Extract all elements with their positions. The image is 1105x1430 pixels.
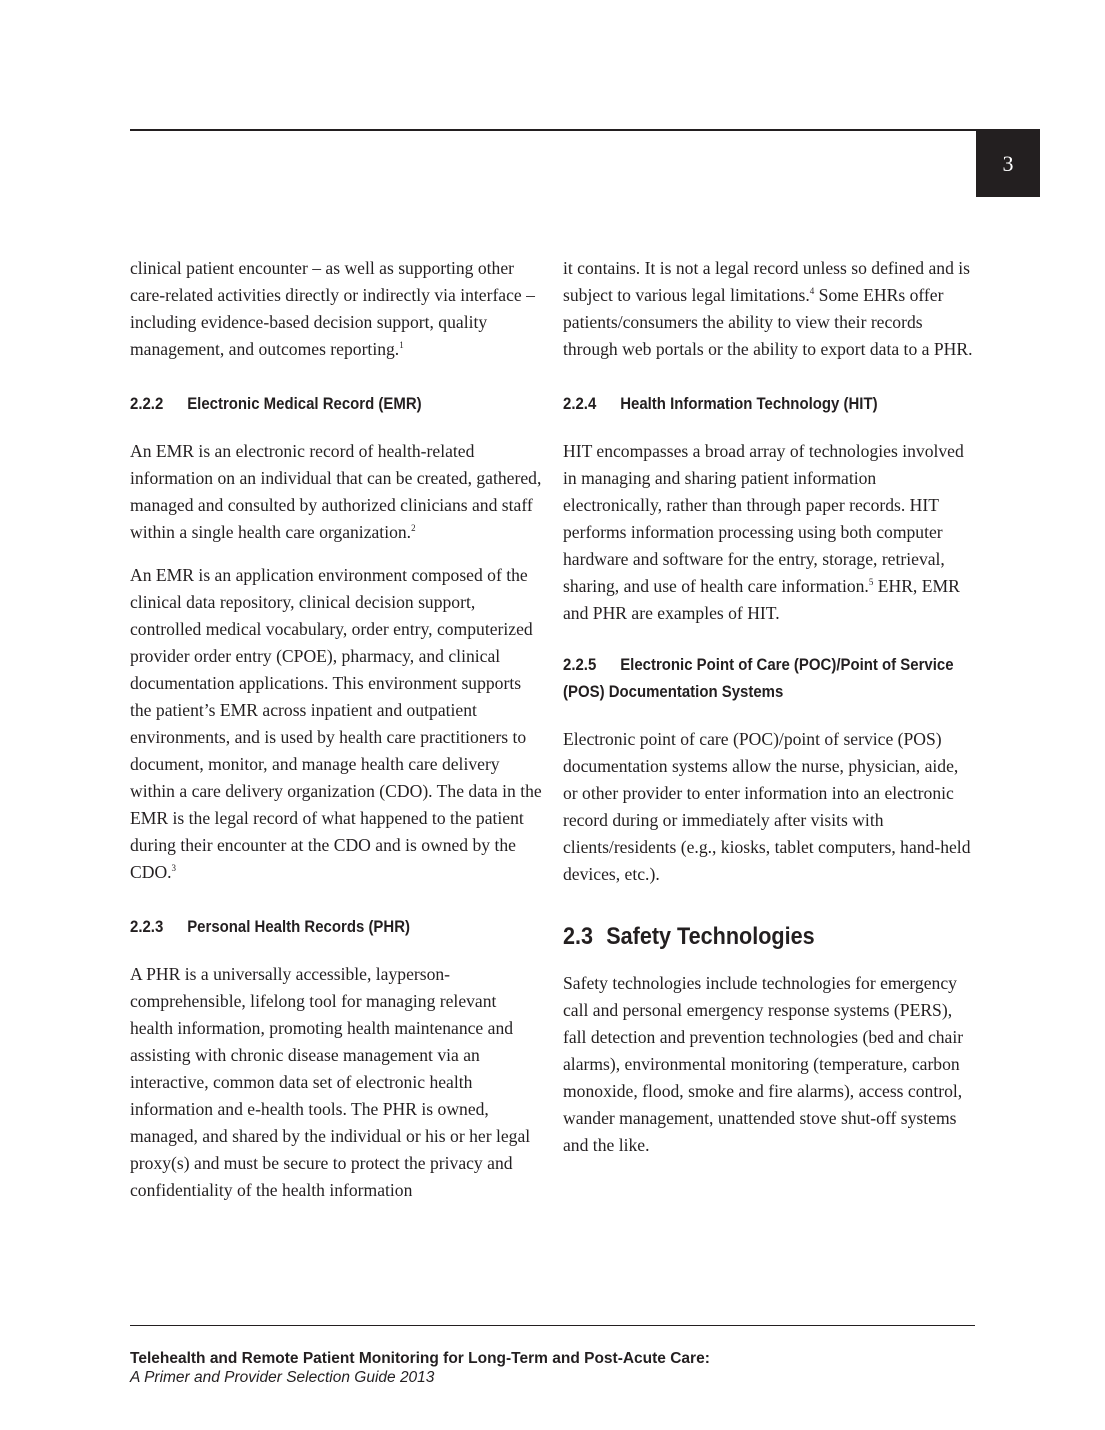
hit-text-before: HIT encompasses a broad array of technologies involved in managing and sharing patient information electronically, rather than through paper records. HIT performs information processing using both computer hardware and software for the entry, storage, retrieval, sharing, and use of health care information. [563,441,964,596]
footer-rule [130,1325,975,1326]
section-heading-2-3 [563,922,934,952]
intro-paragraph-text: clinical patient encounter – as well as supporting other care-related activities directly or indirectly via interface – including evidence-based decision support, quality management, and outcomes reporting. [130,258,535,359]
safety-paragraph-1: Safety technologies include technologies for emergency call and personal emergency response systems (PERS), fall detection and prevention technologies (bed and chair alarms), environmental monitoring (temperature, carbon monoxide, flood, smoke and fire alarms), access control, wander management, unattended stove shut-off systems and the like. [563,973,964,1155]
section-title: Safety Technologies [606,923,815,950]
footer-subtitle: A Primer and Provider Selection Guide 2013 [130,1369,435,1386]
footer [130,1349,710,1387]
poc-paragraph-1: Electronic point of care (POC)/point of service (POS) documentation systems allow the nurse, physician, aide, or other provider to enter information into an electronic record during or immediately after visits with clients/residents (e.g., kiosks, tablet computers, hand-held devices, etc.). [563,729,971,884]
section-heading-2-2-2 [130,390,544,417]
section-number: 2.2.5 [563,655,597,674]
section-heading-2-2-5 [563,651,977,705]
section-title: Health Information Technology (HIT) [620,394,878,413]
emr-paragraph-2 [130,562,542,886]
footer-title: Telehealth and Remote Patient Monitoring for Long-Term and Post-Acute Care: [130,1350,710,1367]
section-title: Electronic Point of Care (POC)/Point of Service (POS) Documentation Systems [563,655,954,701]
footnote-ref: 4 [809,286,815,296]
phr-paragraph-1: A PHR is a universally accessible, layperson-comprehensible, lifelong tool for managing relevant health information, promoting health maintenance and assisting with chronic disease management via an interactive, common data set of electronic health information and e-health tools. The PHR is owned, managed, and shared by the individual or his or her legal proxy(s) and must be secure to protect the privacy and confidentiality of the health information [130,964,531,1200]
section-heading-2-2-3 [130,913,544,940]
section-heading-2-2-4 [563,390,977,417]
continuation-text-after: Some EHRs offer patients/consumers the ability to view their records through web portals or the ability to export data to a PHR. [563,285,973,359]
section-title: Personal Health Records (PHR) [187,917,411,936]
continuation-text-before: it contains. It is not a legal record unless so defined and is subject to various legal limitations. [563,258,971,305]
hit-text-after: EHR, EMR and PHR are examples of HIT. [563,576,960,623]
right-column [563,255,975,1175]
page-number: 3 [1002,150,1014,176]
footnote-ref: 5 [868,577,874,587]
section-number: 2.3 [563,923,594,950]
continuation-paragraph [563,255,975,363]
header-rule [130,129,1040,131]
section-number: 2.2.4 [563,394,597,413]
footnote-ref: 2 [411,523,416,533]
footnote-ref: 1 [399,340,404,350]
left-column [130,255,542,1220]
emr-paragraph-1 [130,438,542,546]
section-number: 2.2.3 [130,917,164,936]
emr-paragraph-2-text: An EMR is an application environment composed of the clinical data repository, clinical decision support, controlled medical vocabulary, order entry, computerized provider order entry (CPOE), pharmacy, and clinical documentation applications. This environment supports the patient’s EMR across inpatient and outpatient environments, and is used by health care practitioners to document, monitor, and manage health care delivery within a care delivery organization (CDO). The data in the EMR is the legal record of what happened to the patient during their encounter at the CDO and is owned by the CDO. [130,565,542,882]
footnote-ref: 3 [171,863,177,873]
page-number-box [976,130,1040,197]
emr-paragraph-1-text: An EMR is an electronic record of health-related information on an individual that can be created, gathered, managed and consulted by authorized clinicians and staff within a single health care organization. [130,441,542,542]
section-title: Electronic Medical Record (EMR) [187,394,422,413]
intro-paragraph [130,255,542,363]
hit-paragraph-1 [563,438,975,627]
section-number: 2.2.2 [130,394,164,413]
